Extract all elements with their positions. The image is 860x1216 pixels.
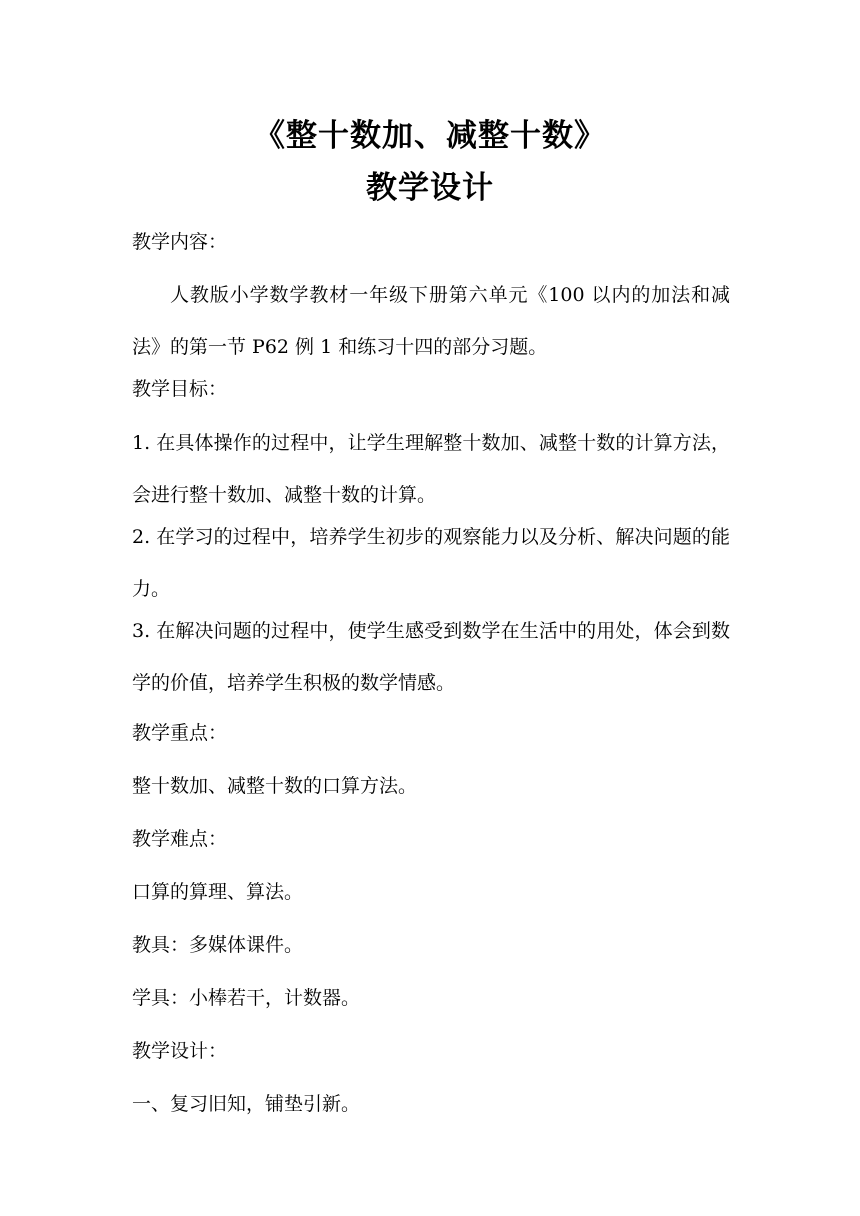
key-point-heading: 教学重点： [132, 722, 228, 744]
content-paragraph: 人教版小学数学教材一年级下册第六单元《100 以内的加法和减法》的第一节 P62 例 1 和练习十四的部分习题。 [132, 284, 730, 358]
document-subtitle: 教学设计 [366, 170, 494, 206]
goal-item-2: 2. 在学习的过程中，培养学生初步的观察能力以及分析、解决问题的能力。 [132, 526, 730, 600]
goals-heading: 教学目标： [132, 378, 228, 400]
difficulty-heading: 教学难点： [132, 828, 228, 850]
difficulty-text: 口算的算理、算法。 [132, 881, 304, 903]
learning-tools: 学具：小棒若干，计数器。 [132, 987, 361, 1009]
key-point-text: 整十数加、减整十数的口算方法。 [132, 775, 418, 797]
step-1-heading: 一、复习旧知，铺垫引新。 [132, 1093, 361, 1115]
document-title: 《整十数加、减整十数》 [254, 118, 606, 154]
goal-item-1: 1. 在具体操作的过程中，让学生理解整十数加、减整十数的计算方法，会进行整十数加、减整十数的计算。 [132, 432, 730, 506]
goal-item-3: 3. 在解决问题的过程中，使学生感受到数学在生活中的用处，体会到数学的价值，培养学生积极的数学情感。 [132, 620, 730, 694]
content-heading: 教学内容： [132, 231, 228, 253]
design-heading: 教学设计： [132, 1040, 228, 1062]
teaching-tools: 教具：多媒体课件。 [132, 934, 304, 956]
